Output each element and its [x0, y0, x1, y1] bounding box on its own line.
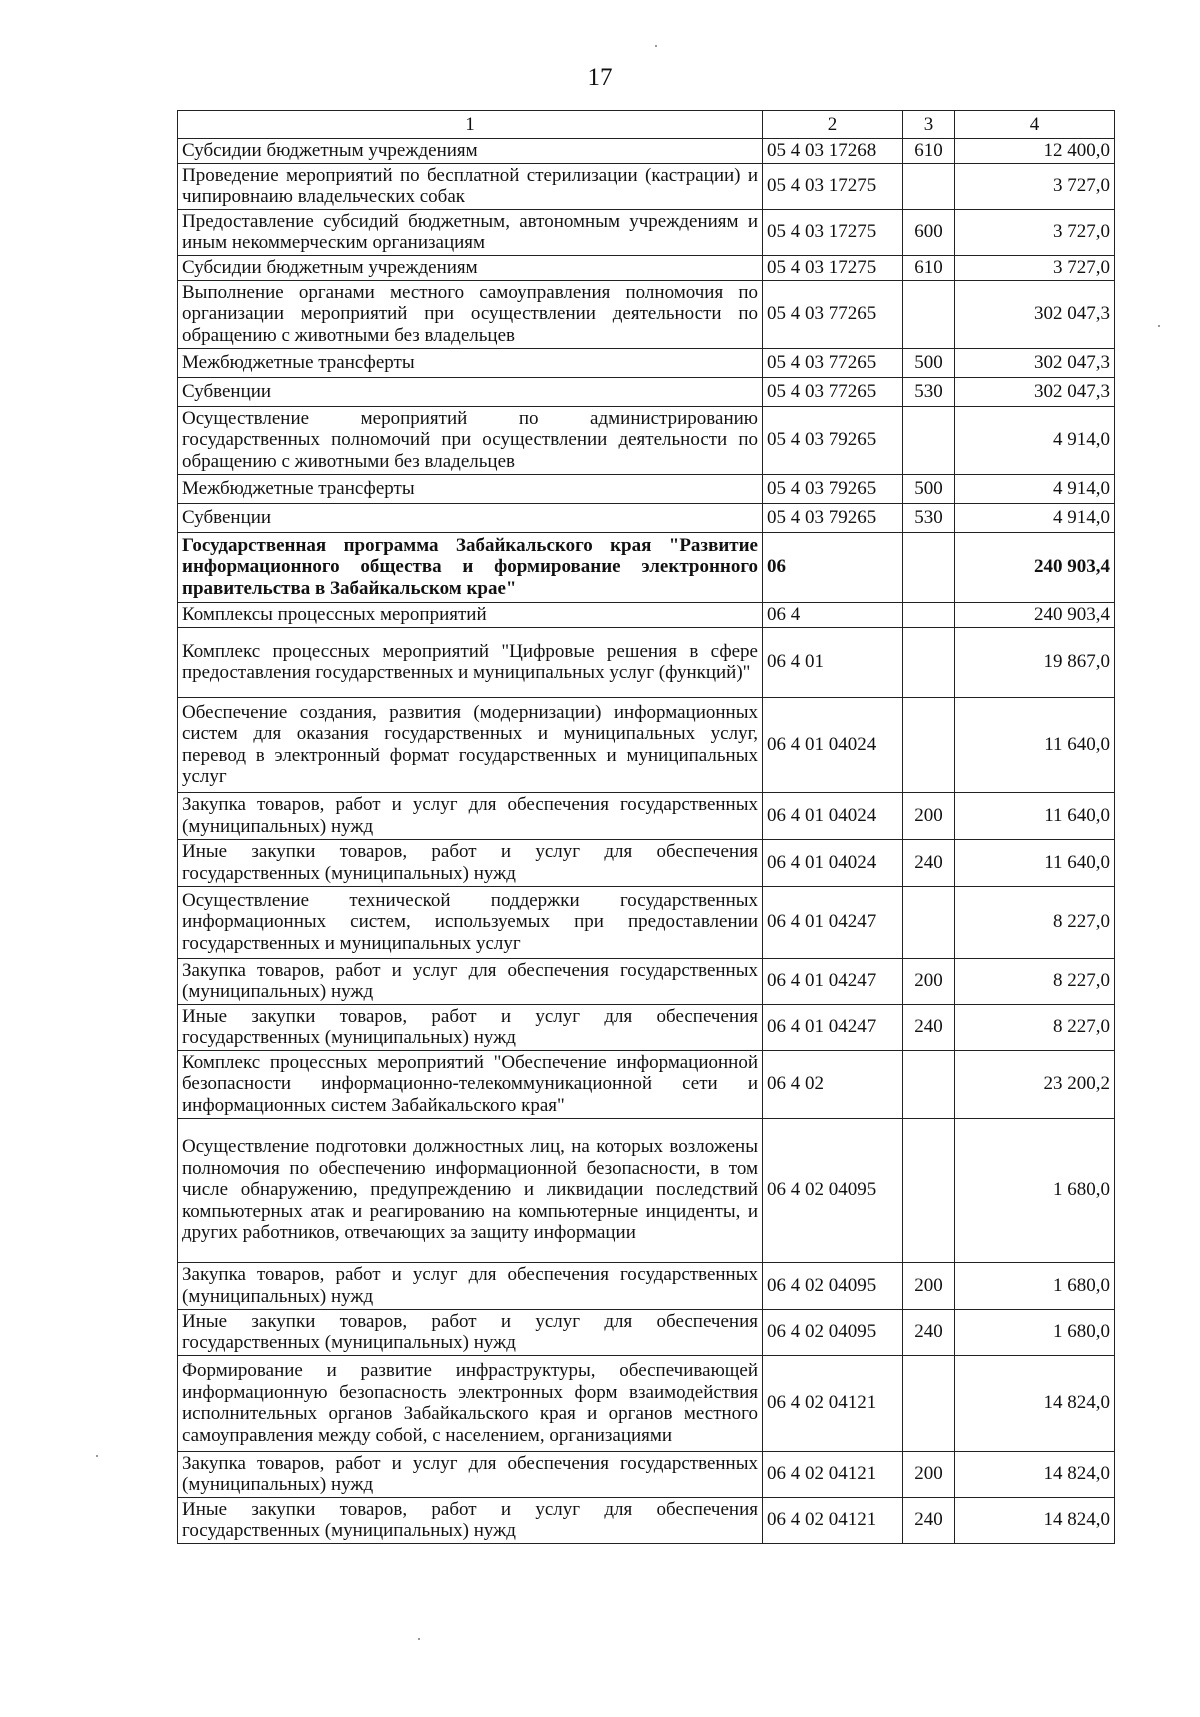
row-name-cell: Закупка товаров, работ и услуг для обеспечения государственных (муниципальных) нужд — [178, 1262, 763, 1309]
row-name-cell: Иные закупки товаров, работ и услуг для обеспечения государственных (муниципальных) нужд — [178, 1497, 763, 1543]
row-type-cell — [903, 886, 955, 958]
row-name-cell: Комплексы процессных мероприятий — [178, 602, 763, 627]
row-sum-cell: 3 727,0 — [955, 209, 1115, 255]
table-row — [178, 1118, 1115, 1262]
table-row — [178, 1497, 1115, 1543]
row-type-cell — [903, 602, 955, 627]
table-row — [178, 1309, 1115, 1355]
row-sum-cell: 240 903,4 — [955, 532, 1115, 602]
row-sum-cell: 14 824,0 — [955, 1497, 1115, 1543]
row-type-cell — [903, 406, 955, 474]
row-name-cell: Комплекс процессных мероприятий "Обеспечение информационной безопасности информационно-телекоммуникационной сети и информационных систем Забайкальского края" — [178, 1050, 763, 1118]
row-code-cell: 05 4 03 17275 — [763, 163, 903, 209]
row-type-cell: 240 — [903, 839, 955, 886]
header-col-2: 2 — [763, 111, 903, 139]
row-sum-cell: 302 047,3 — [955, 377, 1115, 406]
scan-speck — [418, 1638, 420, 1640]
table-row — [178, 406, 1115, 474]
row-code-cell: 06 4 02 04095 — [763, 1309, 903, 1355]
page-number: 17 — [587, 64, 613, 91]
row-sum-cell: 14 824,0 — [955, 1355, 1115, 1451]
table-row — [178, 1050, 1115, 1118]
row-type-cell — [903, 1050, 955, 1118]
row-name-cell: Выполнение органами местного самоуправления полномочия по организации мероприятий при осуществлении деятельности по обращению с животными без владельцев — [178, 280, 763, 348]
row-type-cell — [903, 697, 955, 792]
table-row — [178, 1262, 1115, 1309]
row-sum-cell: 14 824,0 — [955, 1451, 1115, 1497]
row-sum-cell: 3 727,0 — [955, 163, 1115, 209]
header-col-3: 3 — [903, 111, 955, 139]
row-code-cell: 05 4 03 77265 — [763, 348, 903, 377]
row-sum-cell: 8 227,0 — [955, 886, 1115, 958]
row-type-cell — [903, 163, 955, 209]
row-name-cell: Межбюджетные трансферты — [178, 474, 763, 503]
table-row — [178, 377, 1115, 406]
row-code-cell: 06 4 02 04121 — [763, 1497, 903, 1543]
budget-table — [177, 110, 1115, 1544]
row-code-cell: 06 4 02 — [763, 1050, 903, 1118]
row-type-cell: 240 — [903, 1497, 955, 1543]
row-name-cell: Обеспечение создания, развития (модернизации) информационных систем для оказания государственных и муниципальных услуг, перевод в электронный формат государственных и муниципальных услуг — [178, 697, 763, 792]
row-type-cell: 600 — [903, 209, 955, 255]
row-name-cell: Осуществление мероприятий по администрированию государственных полномочий при осуществлении деятельности по обращению с животными без владельцев — [178, 406, 763, 474]
table-row — [178, 209, 1115, 255]
row-name-cell: Осуществление технической поддержки государственных информационных систем, используемых при предоставлении государственных и муниципальных услуг — [178, 886, 763, 958]
row-code-cell: 05 4 03 77265 — [763, 280, 903, 348]
row-sum-cell: 23 200,2 — [955, 1050, 1115, 1118]
table-row — [178, 839, 1115, 886]
row-sum-cell: 1 680,0 — [955, 1118, 1115, 1262]
row-code-cell: 06 4 01 04247 — [763, 958, 903, 1004]
row-sum-cell: 240 903,4 — [955, 602, 1115, 627]
table-row — [178, 139, 1115, 164]
row-name-cell: Иные закупки товаров, работ и услуг для обеспечения государственных (муниципальных) нужд — [178, 1309, 763, 1355]
row-name-cell: Субвенции — [178, 503, 763, 532]
scan-speck — [655, 45, 657, 47]
row-code-cell: 05 4 03 77265 — [763, 377, 903, 406]
row-sum-cell: 8 227,0 — [955, 958, 1115, 1004]
row-sum-cell: 8 227,0 — [955, 1004, 1115, 1050]
row-type-cell: 200 — [903, 958, 955, 1004]
row-code-cell: 06 4 01 04247 — [763, 886, 903, 958]
row-name-cell: Закупка товаров, работ и услуг для обеспечения государственных (муниципальных) нужд — [178, 958, 763, 1004]
table-row — [178, 602, 1115, 627]
row-name-cell: Государственная программа Забайкальского края "Развитие информационного общества и формирование электронного правительства в Забайкальском крае" — [178, 532, 763, 602]
row-type-cell: 610 — [903, 255, 955, 280]
table-row — [178, 348, 1115, 377]
row-code-cell: 06 4 02 04121 — [763, 1451, 903, 1497]
row-sum-cell: 11 640,0 — [955, 792, 1115, 839]
table-row — [178, 280, 1115, 348]
row-code-cell: 06 4 01 04247 — [763, 1004, 903, 1050]
row-sum-cell: 4 914,0 — [955, 503, 1115, 532]
row-type-cell: 500 — [903, 474, 955, 503]
row-sum-cell: 12 400,0 — [955, 139, 1115, 164]
row-name-cell: Осуществление подготовки должностных лиц, на которых возложены полномочия по обеспечению информационной безопасности, в том числе обнаружению, предупреждению и ликвидации последствий компьютерных атак и реагированию на компьютерные инциденты, и других работников, отвечающих за защиту информации — [178, 1118, 763, 1262]
row-name-cell: Предоставление субсидий бюджетным, автономным учреждениям и иным некоммерческим организациям — [178, 209, 763, 255]
table-row — [178, 1451, 1115, 1497]
header-col-1: 1 — [178, 111, 763, 139]
row-type-cell: 240 — [903, 1309, 955, 1355]
table-body — [178, 139, 1115, 1544]
row-name-cell: Формирование и развитие инфраструктуры, обеспечивающей информационную безопасность электронных форм взаимодействия исполнительных органов Забайкальского края и органов местного самоуправления между собой, с населением, организациями — [178, 1355, 763, 1451]
table-row — [178, 474, 1115, 503]
table-row — [178, 958, 1115, 1004]
row-sum-cell: 4 914,0 — [955, 474, 1115, 503]
table-row — [178, 503, 1115, 532]
table-row — [178, 255, 1115, 280]
row-code-cell: 06 4 01 04024 — [763, 839, 903, 886]
row-sum-cell: 19 867,0 — [955, 627, 1115, 697]
row-code-cell: 06 4 01 — [763, 627, 903, 697]
row-name-cell: Субсидии бюджетным учреждениям — [178, 139, 763, 164]
row-type-cell: 530 — [903, 377, 955, 406]
table-row — [178, 163, 1115, 209]
row-type-cell: 500 — [903, 348, 955, 377]
row-sum-cell: 1 680,0 — [955, 1262, 1115, 1309]
row-code-cell: 06 4 02 04095 — [763, 1262, 903, 1309]
row-sum-cell: 4 914,0 — [955, 406, 1115, 474]
row-sum-cell: 302 047,3 — [955, 280, 1115, 348]
table-row — [178, 886, 1115, 958]
row-name-cell: Закупка товаров, работ и услуг для обеспечения государственных (муниципальных) нужд — [178, 792, 763, 839]
row-name-cell: Субвенции — [178, 377, 763, 406]
row-type-cell: 610 — [903, 139, 955, 164]
row-sum-cell: 1 680,0 — [955, 1309, 1115, 1355]
scan-speck — [96, 1455, 98, 1457]
row-code-cell: 05 4 03 79265 — [763, 503, 903, 532]
row-code-cell: 06 — [763, 532, 903, 602]
row-type-cell: 240 — [903, 1004, 955, 1050]
row-sum-cell: 11 640,0 — [955, 697, 1115, 792]
row-type-cell: 200 — [903, 792, 955, 839]
row-code-cell: 05 4 03 17275 — [763, 209, 903, 255]
table-header-row — [178, 111, 1115, 139]
row-type-cell — [903, 1118, 955, 1262]
table-row — [178, 792, 1115, 839]
row-name-cell: Закупка товаров, работ и услуг для обеспечения государственных (муниципальных) нужд — [178, 1451, 763, 1497]
row-code-cell: 06 4 01 04024 — [763, 697, 903, 792]
row-sum-cell: 302 047,3 — [955, 348, 1115, 377]
row-code-cell: 05 4 03 17268 — [763, 139, 903, 164]
row-code-cell: 06 4 — [763, 602, 903, 627]
row-sum-cell: 3 727,0 — [955, 255, 1115, 280]
row-name-cell: Субсидии бюджетным учреждениям — [178, 255, 763, 280]
table-row — [178, 1355, 1115, 1451]
row-code-cell: 06 4 02 04121 — [763, 1355, 903, 1451]
row-type-cell: 200 — [903, 1451, 955, 1497]
row-name-cell: Комплекс процессных мероприятий "Цифровые решения в сфере предоставления государственных и муниципальных услуг (функций)" — [178, 627, 763, 697]
row-code-cell: 06 4 02 04095 — [763, 1118, 903, 1262]
row-name-cell: Иные закупки товаров, работ и услуг для обеспечения государственных (муниципальных) нужд — [178, 1004, 763, 1050]
table-row — [178, 1004, 1115, 1050]
row-name-cell: Иные закупки товаров, работ и услуг для обеспечения государственных (муниципальных) нужд — [178, 839, 763, 886]
row-code-cell: 05 4 03 79265 — [763, 474, 903, 503]
header-col-4: 4 — [955, 111, 1115, 139]
row-code-cell: 05 4 03 79265 — [763, 406, 903, 474]
row-type-cell: 530 — [903, 503, 955, 532]
row-type-cell — [903, 280, 955, 348]
table-row — [178, 697, 1115, 792]
row-name-cell: Межбюджетные трансферты — [178, 348, 763, 377]
row-type-cell — [903, 532, 955, 602]
row-sum-cell: 11 640,0 — [955, 839, 1115, 886]
row-code-cell: 05 4 03 17275 — [763, 255, 903, 280]
row-type-cell — [903, 627, 955, 697]
table-row — [178, 627, 1115, 697]
table-row — [178, 532, 1115, 602]
row-type-cell: 200 — [903, 1262, 955, 1309]
row-type-cell — [903, 1355, 955, 1451]
row-name-cell: Проведение мероприятий по бесплатной стерилизации (кастрации) и чипировнаию владельческих собак — [178, 163, 763, 209]
scan-speck — [1158, 325, 1160, 327]
row-code-cell: 06 4 01 04024 — [763, 792, 903, 839]
